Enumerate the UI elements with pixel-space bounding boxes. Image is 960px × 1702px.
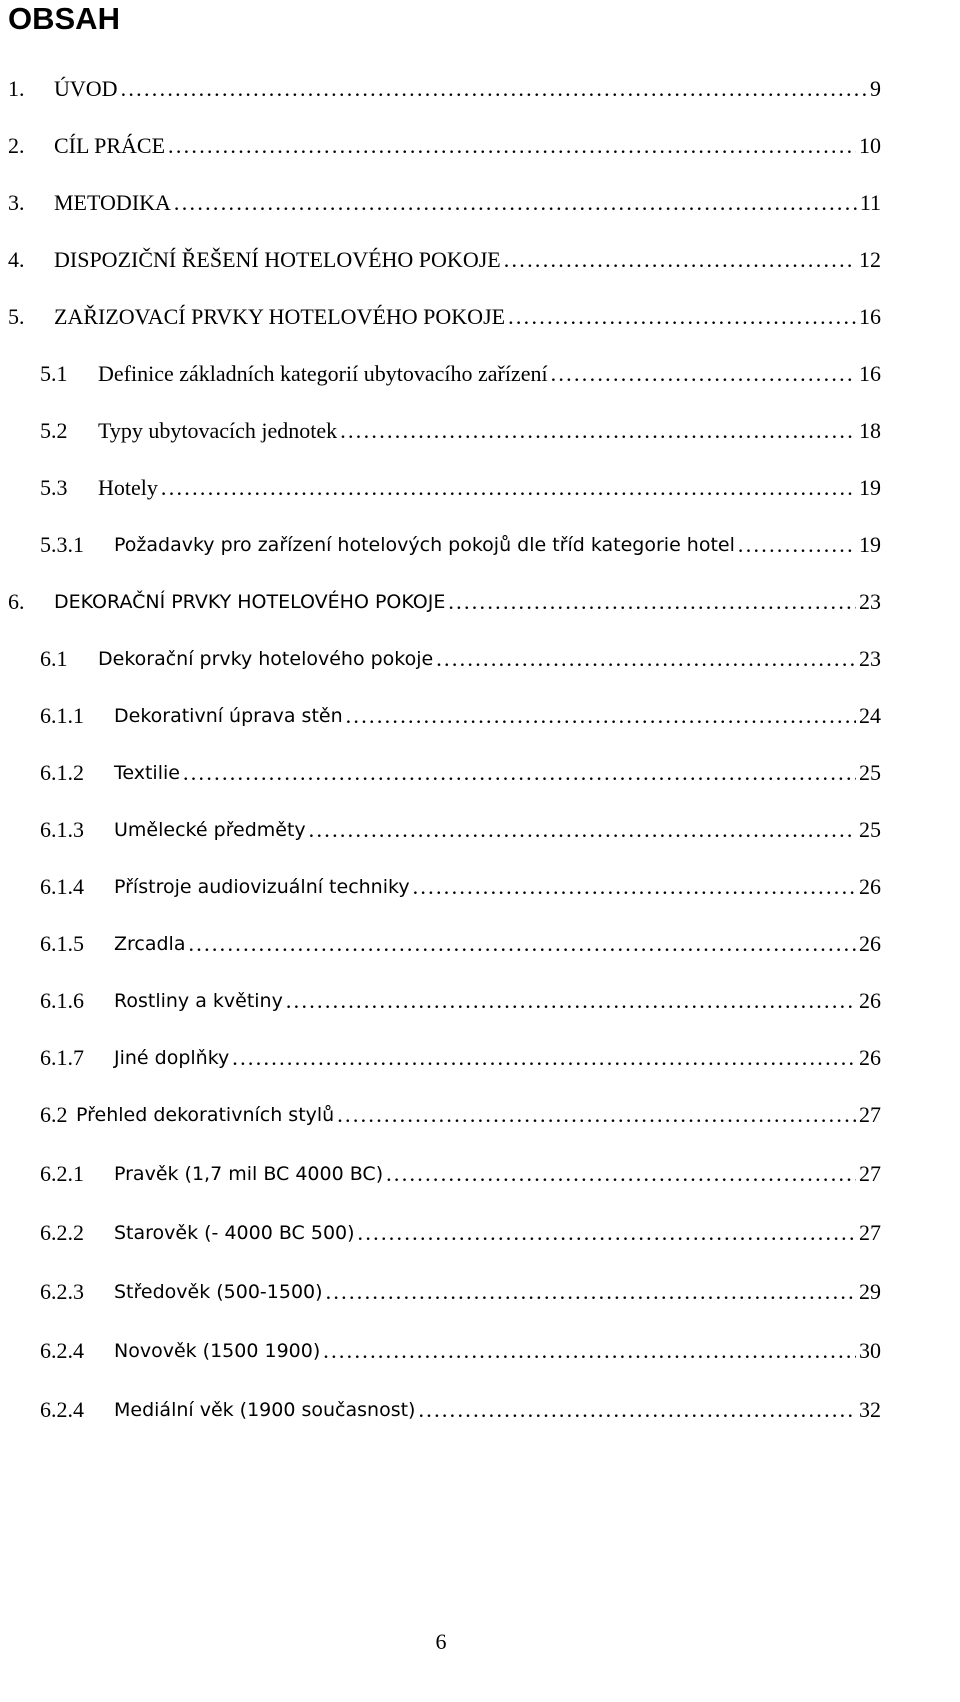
toc-entry-cil-prace[interactable] bbox=[8, 129, 881, 159]
toc-entry-title: ZAŘIZOVACÍ PRVKY HOTELOVÉHO POKOJE bbox=[54, 304, 506, 329]
toc-entry-typy-jednotek[interactable] bbox=[40, 414, 881, 444]
toc-entry-hotely[interactable] bbox=[40, 471, 881, 501]
toc-entry-title: Typy ubytovacích jednotek bbox=[98, 418, 338, 443]
toc-entry-title: Definice základních kategorií ubytovacího zařízení bbox=[98, 361, 548, 386]
dot-leader bbox=[183, 760, 856, 786]
toc-entry-title: CÍL PRÁCE bbox=[54, 133, 166, 158]
toc-entry-title: Hotely bbox=[98, 475, 158, 500]
toc-entry-title: Dekorativní úprava stěn bbox=[114, 705, 343, 727]
toc-entry-number: 5.1 bbox=[40, 361, 68, 386]
toc-entry-title: DISPOZIČNÍ ŘEŠENÍ HOTELOVÉHO POKOJE bbox=[54, 247, 501, 272]
dot-leader bbox=[358, 1220, 856, 1246]
dot-leader bbox=[346, 703, 856, 729]
toc-entry-number: 6.1.4 bbox=[40, 874, 84, 899]
toc-entry-title: ÚVOD bbox=[54, 76, 118, 101]
dot-leader bbox=[286, 988, 856, 1014]
toc-entry-page: 27 bbox=[859, 1161, 881, 1186]
toc-entry-number: 2. bbox=[8, 133, 25, 158]
toc-entry-number: 4. bbox=[8, 247, 25, 272]
dot-leader bbox=[436, 646, 856, 672]
dot-leader bbox=[168, 133, 856, 159]
dot-leader bbox=[386, 1161, 856, 1187]
dot-leader bbox=[121, 76, 867, 102]
toc-entry-page: 18 bbox=[859, 418, 881, 443]
toc-entry-number: 6.2.3 bbox=[40, 1279, 84, 1304]
toc-entry-number: 5.2 bbox=[40, 418, 68, 443]
page-title: OBSAH bbox=[8, 1, 120, 36]
dot-leader bbox=[174, 190, 857, 216]
toc-entry-number: 6.1.2 bbox=[40, 760, 84, 785]
dot-leader bbox=[161, 475, 856, 501]
toc-entry-dispozicni-reseni[interactable] bbox=[8, 243, 881, 273]
toc-entry-title: Jiné doplňky bbox=[114, 1047, 230, 1069]
toc-entry-title: Mediální věk (1900 současnost) bbox=[114, 1399, 416, 1421]
toc-entry-page: 23 bbox=[859, 589, 881, 614]
toc-entry-page: 9 bbox=[870, 76, 881, 101]
toc-entry-page: 32 bbox=[859, 1397, 881, 1422]
toc-entry-number: 5. bbox=[8, 304, 25, 329]
page-number: 6 bbox=[435, 1629, 447, 1654]
toc-entry-title: Zrcadla bbox=[114, 933, 186, 955]
toc-entry-stredovek[interactable] bbox=[40, 1275, 881, 1305]
toc-entry-title: DEKORAČNÍ PRVKY HOTELOVÉHO POKOJE bbox=[54, 591, 446, 613]
toc-entry-page: 19 bbox=[859, 475, 881, 500]
dot-leader bbox=[309, 817, 856, 843]
toc-entry-page: 29 bbox=[859, 1279, 881, 1304]
dot-leader bbox=[508, 304, 856, 330]
toc-entry-number: 6.1 bbox=[40, 646, 68, 671]
toc-entry-dekoracni-prvky[interactable] bbox=[8, 585, 881, 615]
toc-entry-number: 6.2 bbox=[40, 1102, 68, 1127]
toc-entry-page: 26 bbox=[859, 1045, 881, 1070]
toc-entry-title: Umělecké předměty bbox=[114, 819, 306, 841]
toc-entry-number: 6.1.6 bbox=[40, 988, 84, 1013]
toc-entry-page: 26 bbox=[859, 988, 881, 1013]
toc-entry-prehled-stylu[interactable] bbox=[40, 1098, 881, 1128]
toc-entry-title: Přístroje audiovizuální techniky bbox=[114, 876, 410, 898]
toc-entry-number: 5.3.1 bbox=[40, 532, 84, 557]
toc-entry-page: 25 bbox=[859, 760, 881, 785]
toc-entry-page: 27 bbox=[859, 1220, 881, 1245]
toc-entry-page: 27 bbox=[859, 1102, 881, 1127]
toc-entry-starovek[interactable] bbox=[40, 1216, 881, 1246]
toc-entry-uvod[interactable] bbox=[8, 72, 881, 102]
toc-entry-page: 30 bbox=[859, 1338, 881, 1363]
toc-entry-uprava-sten[interactable] bbox=[40, 699, 881, 729]
toc-entry-dekoracni-prvky-pokoje[interactable] bbox=[40, 642, 881, 672]
dot-leader bbox=[232, 1045, 856, 1071]
toc-entry-title: Starověk (- 4000 BC 500) bbox=[114, 1222, 355, 1244]
dot-leader bbox=[188, 931, 856, 957]
toc-entry-number: 6.2.4 bbox=[40, 1338, 84, 1363]
toc-entry-title: Textilie bbox=[114, 762, 180, 784]
toc-entry-page: 12 bbox=[859, 247, 881, 272]
dot-leader bbox=[738, 532, 856, 558]
dot-leader bbox=[340, 418, 856, 444]
dot-leader bbox=[413, 874, 856, 900]
toc-entry-page: 24 bbox=[859, 703, 881, 728]
toc-entry-number: 6.2.4 bbox=[40, 1397, 84, 1422]
toc-entry-number: 6.1.7 bbox=[40, 1045, 84, 1070]
toc-entry-zrcadla[interactable] bbox=[40, 927, 881, 957]
toc-entry-page: 11 bbox=[859, 190, 881, 215]
toc-entry-number: 6.2.1 bbox=[40, 1161, 84, 1186]
toc-entry-number: 6. bbox=[8, 589, 25, 614]
toc-entry-page: 23 bbox=[859, 646, 881, 671]
dot-leader bbox=[326, 1279, 856, 1305]
toc-entry-page: 16 bbox=[859, 304, 881, 329]
toc-entry-title: METODIKA bbox=[54, 190, 171, 215]
toc-entry-title: Požadavky pro zařízení hotelových pokojů dle tříd kategorie hotel bbox=[114, 534, 735, 556]
toc-entry-title: Dekorační prvky hotelového pokoje bbox=[98, 648, 434, 670]
toc-entry-page: 26 bbox=[859, 874, 881, 899]
toc-entry-umelecke-predmety[interactable] bbox=[40, 813, 881, 843]
dot-leader bbox=[323, 1338, 856, 1364]
toc-entry-title: Středověk (500-1500) bbox=[114, 1281, 323, 1303]
toc-entry-page: 25 bbox=[859, 817, 881, 842]
toc-entry-number: 1. bbox=[8, 76, 25, 101]
toc-entry-textilie[interactable] bbox=[40, 756, 881, 786]
toc-entry-number: 5.3 bbox=[40, 475, 68, 500]
toc-entry-number: 3. bbox=[8, 190, 25, 215]
toc-entry-pozadavky-zarizeni[interactable] bbox=[40, 528, 881, 558]
toc-entry-page: 10 bbox=[859, 133, 881, 158]
toc-entry-definice-kategorii[interactable] bbox=[40, 357, 881, 387]
toc-entry-title: Přehled dekorativních stylů bbox=[76, 1104, 335, 1126]
toc-entry-title: Novověk (1500 1900) bbox=[114, 1340, 321, 1362]
toc-entry-page: 26 bbox=[859, 931, 881, 956]
toc-entry-rostliny-kvetiny[interactable] bbox=[40, 984, 881, 1014]
toc-entry-page: 19 bbox=[859, 532, 881, 557]
toc-entry-zarizovaci-prvky[interactable] bbox=[8, 300, 881, 330]
toc-entry-jine-doplnky[interactable] bbox=[40, 1041, 881, 1071]
dot-leader bbox=[448, 589, 856, 615]
toc-entry-number: 6.2.2 bbox=[40, 1220, 84, 1245]
toc-entry-medialni-vek[interactable] bbox=[40, 1393, 881, 1423]
toc-entry-title: Pravěk (1,7 mil BC 4000 BC) bbox=[114, 1163, 384, 1185]
dot-leader bbox=[418, 1397, 856, 1423]
toc-entry-number: 6.1.1 bbox=[40, 703, 84, 728]
toc-entry-title: Rostliny a květiny bbox=[114, 990, 283, 1012]
toc-entry-number: 6.1.5 bbox=[40, 931, 84, 956]
dot-leader bbox=[337, 1102, 856, 1128]
toc-entry-number: 6.1.3 bbox=[40, 817, 84, 842]
dot-leader bbox=[551, 361, 856, 387]
dot-leader bbox=[504, 247, 856, 273]
toc-entry-metodika[interactable] bbox=[8, 186, 881, 216]
toc-entry-pravek[interactable] bbox=[40, 1157, 881, 1187]
toc-entry-novovek[interactable] bbox=[40, 1334, 881, 1364]
toc-entry-page: 16 bbox=[859, 361, 881, 386]
toc-entry-audiovizualni-technika[interactable] bbox=[40, 870, 881, 900]
